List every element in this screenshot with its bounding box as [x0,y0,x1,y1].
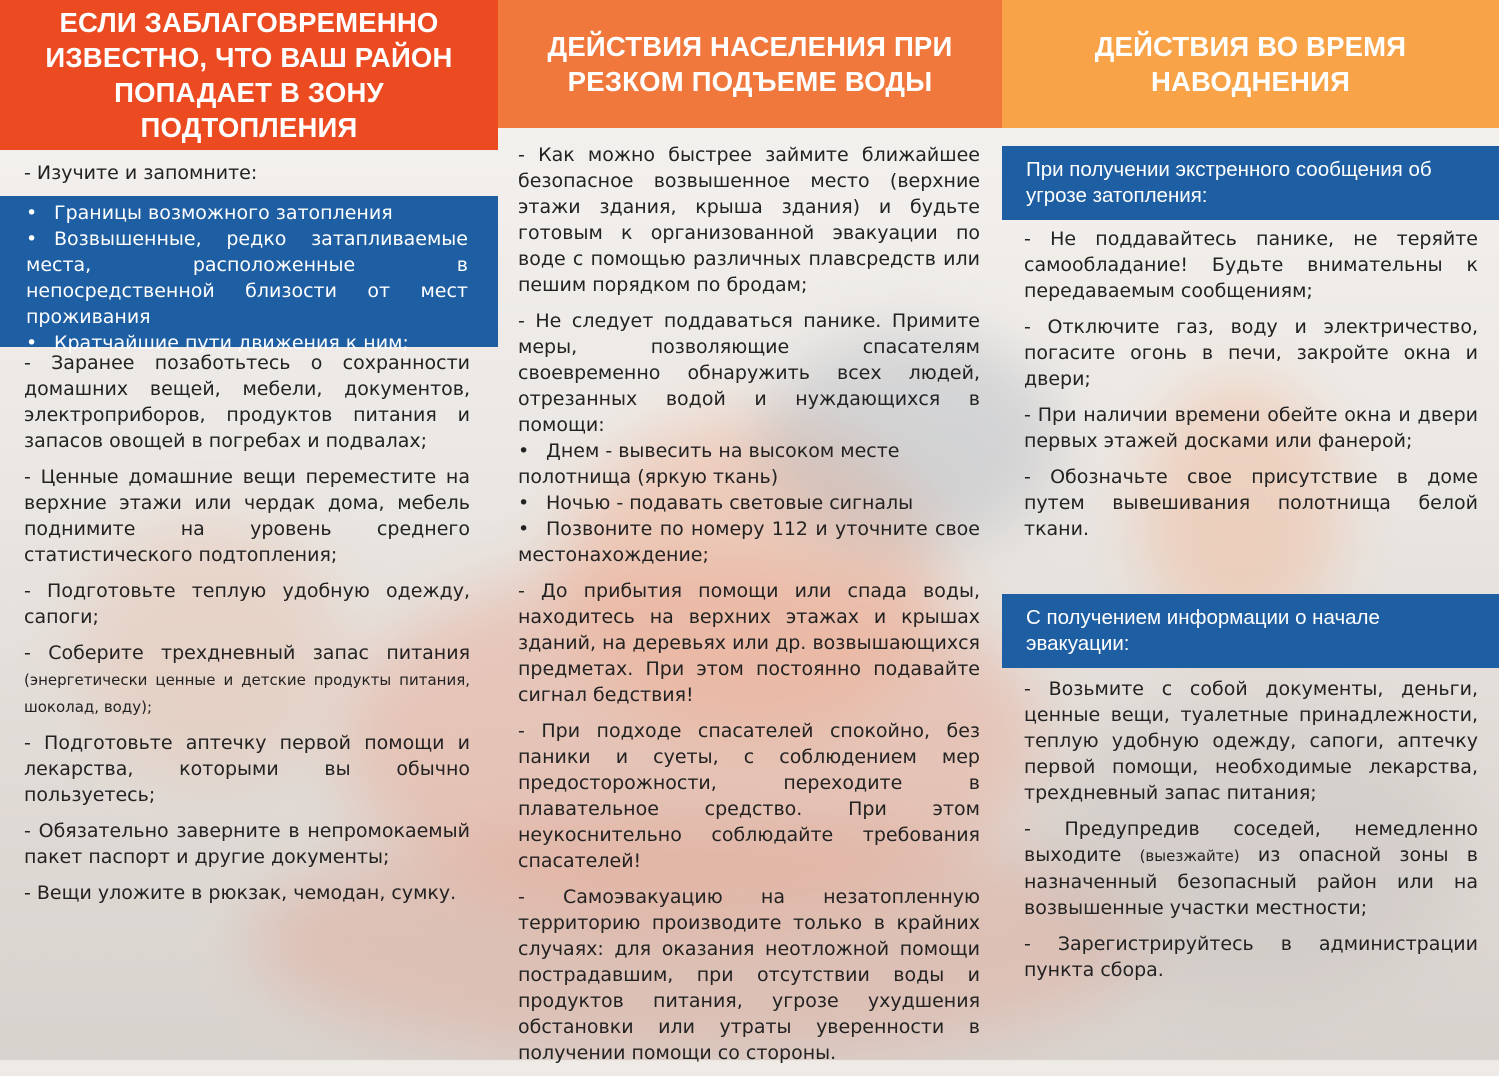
list-item: • Границы возможного затопления [26,202,393,224]
paragraph: - Как можно быстрее займите ближайшее безопасное возвышенное место (верхние этажи здания, крыша здания) и будьте готовым к организованной эвакуации по воде с помощью различных плавсредств или пешим порядком по бродам; [518,144,980,296]
column-during-flood [1002,0,1499,1060]
prepare-paragraphs [24,350,470,916]
list-item: • Ночью - подавать световые сигналы [518,492,914,514]
warning-list [1024,226,1478,552]
evacuation-list [1024,676,1478,993]
remember-list [0,196,498,354]
paragraph: - Обязательно заверните в непромокаемый пакет паспорт и другие документы; [24,820,470,868]
paragraph: - Подготовьте теплую удобную одежду, сапоги; [24,580,470,628]
paragraph: - Не поддавайтесь панике, не теряйте самообладание! Будьте внимательны к передаваемым сообщениям; [1024,228,1478,302]
list-item: • Днем - вывесить на высоком месте полотнища (яркую ткань) [518,440,900,488]
paragraph: - Соберите трехдневный запас питания (энергетически ценные и детские продукты питания, шоколад, воду); [24,642,470,716]
paragraph: - Обозначьте свое присутствие в доме путем вывешивания полотнища белой ткани. [1024,466,1478,540]
paragraph: - Вещи уложите в рюкзак, чемодан, сумку. [24,882,457,904]
paragraph: - Возьмите с собой документы, деньги, ценные вещи, туалетные принадлежности, теплую удобную одежду, сапоги, аптечку первой помощи, необходимые лекарства, трехдневный запас питания; [1024,678,1478,804]
intro-text: - Изучите и запомните: [24,162,258,184]
list-item: • Позвоните по номеру 112 и уточните свое местонахождение; [518,518,980,566]
paragraph: - Отключите газ, воду и электричество, погасите огонь в печи, закройте окна и двери; [1024,316,1478,390]
column-prepare [0,0,498,1060]
paragraph: - Предупредив соседей, немедленно выходите (выезжайте) из опасной зоны в назначенный безопасный район или на возвышенные участки местности; [1024,818,1478,919]
column-title: ДЕЙСТВИЯ ВО ВРЕМЯ НАВОДНЕНИЯ [1002,0,1499,128]
paragraph: - Зарегистрируйтесь в администрации пункта сбора. [1024,933,1478,981]
list-item: • Возвышенные, редко затапливаемые места, расположенные в непосредственной близости от мест проживания [26,228,468,328]
section-header-warning: При получении экстренного сообщения об угрозе затопления: [1002,146,1499,220]
paragraph: - При подходе спасателей спокойно, без паники и суеты, с соблюдением мер предосторожности, переходите в плавательное средство. При этом неукоснительно соблюдайте требования спасателей! [518,720,980,872]
paragraph: - Самоэвакуацию на незатопленную территорию производите только в крайних случаях: для оказания неотложной помощи пострадавшим, при отсутствии воды и продуктов питания, угрозе ухудшения обстановки или утраты уверенности в получении помощи со стороны. [518,886,980,1064]
rising-water-text [518,142,980,1076]
paragraph: - Ценные домашние вещи переместите на верхние этажи или чердак дома, мебель поднимите на уровень среднего статистического подтопления; [24,466,470,566]
paragraph: - До прибытия помощи или спада воды, находитесь на верхних этажах и крышах зданий, на деревьях или др. возвышающихся предметах. При этом постоянно подавайте сигнал бедствия! [518,580,980,706]
column-rising-water [498,0,1002,1064]
paragraph: - Заранее позаботьтесь о сохранности домашних вещей, мебели, документов, электроприборов, продуктов питания и запасов овощей в погребах и подвалах; [24,352,470,452]
paragraph: - При наличии времени обейте окна и двери первых этажей досками или фанерой; [1024,404,1478,452]
column-title: ДЕЙСТВИЯ НАСЕЛЕНИЯ ПРИ РЕЗКОМ ПОДЪЕМЕ ВОДЫ [498,0,1002,128]
section-header-evacuation: С получением информации о начале эвакуации: [1002,594,1499,668]
paragraph: - Подготовьте аптечку первой помощи и лекарства, которыми вы обычно пользуетесь; [24,732,470,806]
paragraph: - Не следует поддаваться панике. Примите меры, позволяющие спасателям своевременно обнаружить всех людей, отрезанных водой и нуждающихся в помощи: [518,310,980,436]
column-title: ЕСЛИ ЗАБЛАГОВРЕМЕННО ИЗВЕСТНО, ЧТО ВАШ РАЙОН ПОПАДАЕТ В ЗОНУ ПОДТОПЛЕНИЯ [0,0,498,150]
list-item: • Кратчайшие пути движения к ним; [26,332,409,354]
